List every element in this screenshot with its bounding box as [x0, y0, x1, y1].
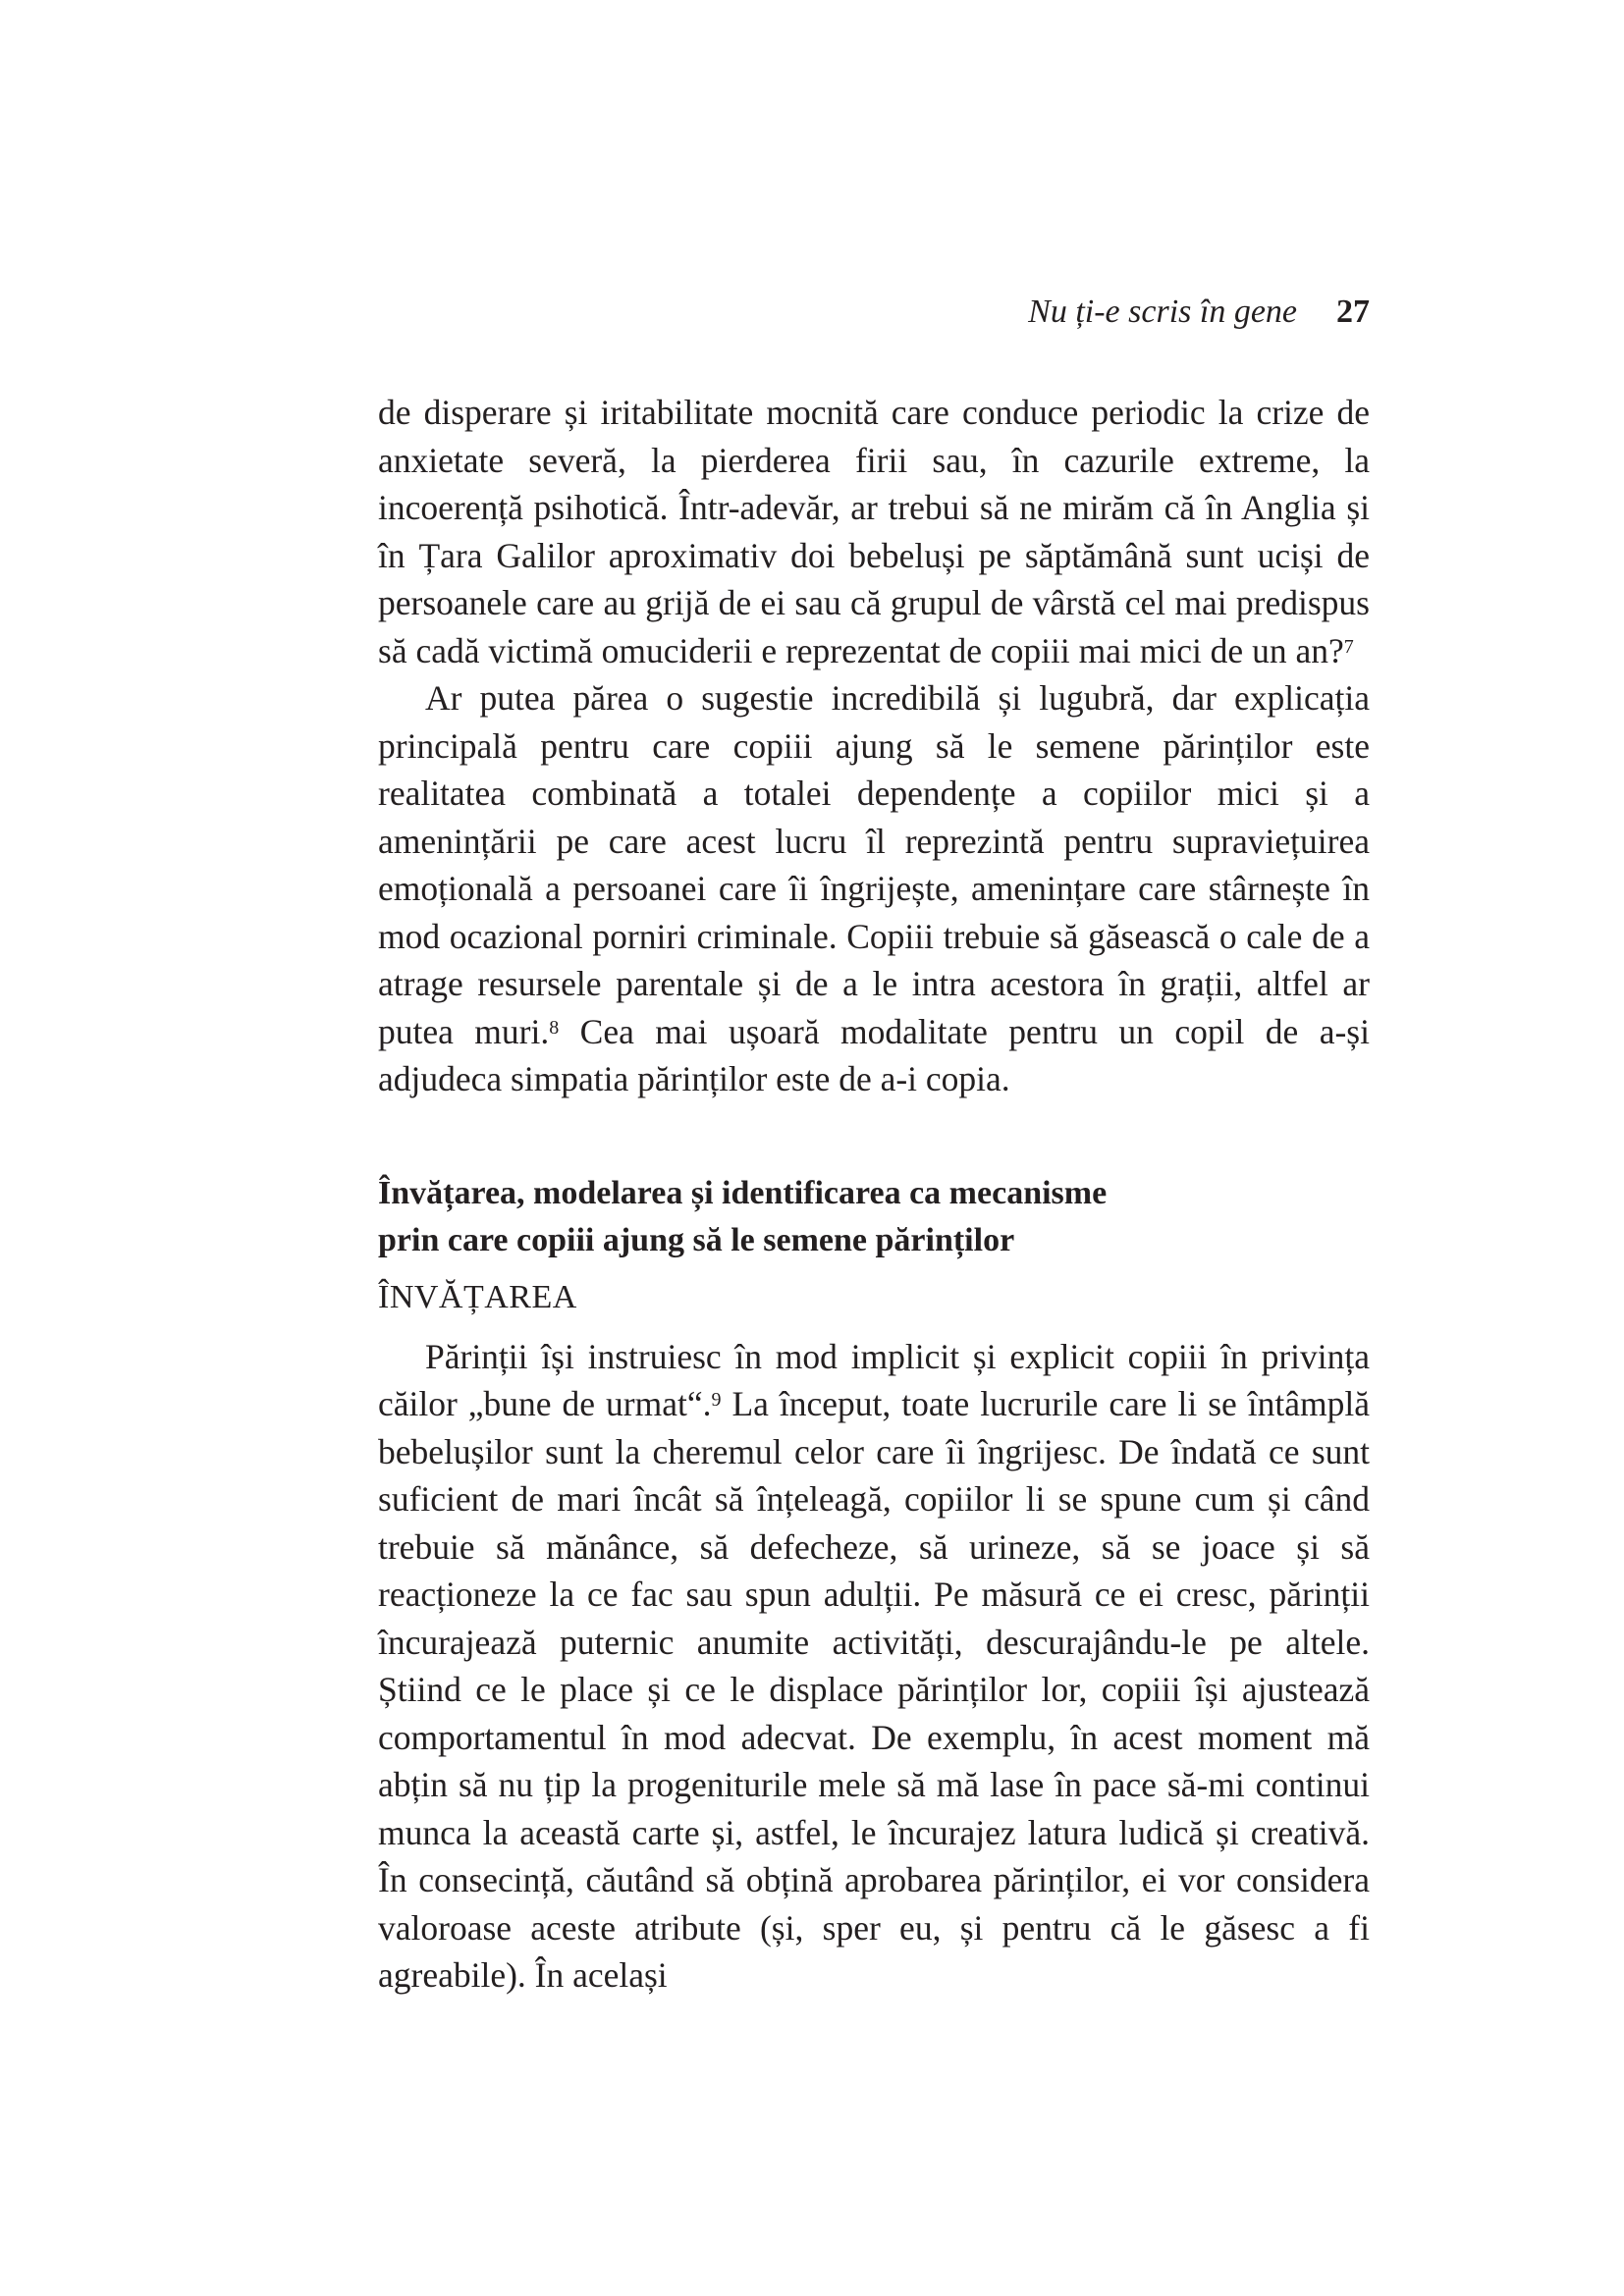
- footnote-reference: 9: [711, 1389, 722, 1411]
- paragraph-text: La început, toate lucrurile care li se întâmplă bebelușilor sunt la cheremul celor care îi îngrijesc. De îndată ce sunt suficient de mari încât să înțeleagă, copiilor li se spune cum și când trebuie să mănânce, să defecheze, să urineze, să se joace și să reacționeze la ce fac sau spun adulții. Pe măsură ce ei cresc, părinții încurajează puternic anumite activități, descurajându-le pe altele. Știind ce le place și ce le displace părinților lor, copiii își ajustează comportamentul în mod adecvat. De exemplu, în acest moment mă abțin să nu țip la progeniturile mele să mă lase în pace să-mi continui munca la această carte și, astfel, le încurajez latura ludică și creativă. În consecință, căutând să obțină aprobarea părinților, ei vor considera valoroase aceste atribute (și, sper eu, și pentru că le găsesc a fi agreabile). În același: [378, 1384, 1370, 1995]
- running-title: Nu ți-e scris în gene: [1028, 294, 1297, 330]
- paragraph-text: de disperare și iritabilitate mocnită care conduce periodic la crize de anxietate severă, la pierderea firii sau, în cazurile extreme, la incoerență psihotică. Într-adevăr, ar trebui să ne mirăm că în Anglia și în Țara Galilor aproximativ doi bebeluși pe săptămână sunt uciși de persoanele care au grijă de ei sau că grupul de vârstă cel mai predispus să cadă victimă omuciderii e reprezentat de copiii mai mici de un an?: [378, 393, 1370, 670]
- section-heading-line: prin care copiii ajung să le semene părinților: [378, 1221, 1015, 1258]
- section-heading: [378, 1170, 1370, 1264]
- footnote-reference: 7: [1343, 635, 1354, 658]
- page-number: 27: [1336, 294, 1370, 330]
- paragraph-text: Cea mai ușoară modalitate pentru un copil de a-și adjudeca simpatia părinților este de a-i copia.: [378, 1011, 1370, 1098]
- paragraph: [378, 674, 1370, 1103]
- subheading: ÎNVĂȚAREA: [378, 1278, 577, 1315]
- paragraph-continued: [378, 389, 1370, 674]
- footnote-reference: 8: [549, 1016, 560, 1039]
- paragraph-text: Părinții își instruiesc în mod implicit și explicit copiii în privința căilor „bune de urmat“.: [378, 1336, 1370, 1423]
- paragraph: [378, 1333, 1370, 2000]
- section-heading-line: Învățarea, modelarea și identificarea ca mecanisme: [378, 1174, 1108, 1211]
- paragraph-text: Ar putea părea o sugestie incredibilă și lugubră, dar explicația principală pentru care copiii ajung să le semene părinților este realitatea combinată a totalei dependențe a copiilor mici și a amenințării pe care acest lucru îl reprezintă pentru supraviețuirea emoțională a persoanei care îi îngrijește, amenințare care stârnește în mod ocazional porniri criminale. Copiii trebuie să găsească o cale de a atrage resursele parentale și de a le intra acestora în grații, altfel ar putea muri.: [378, 678, 1370, 1051]
- body-text: [378, 389, 1370, 2000]
- running-header: [378, 291, 1370, 334]
